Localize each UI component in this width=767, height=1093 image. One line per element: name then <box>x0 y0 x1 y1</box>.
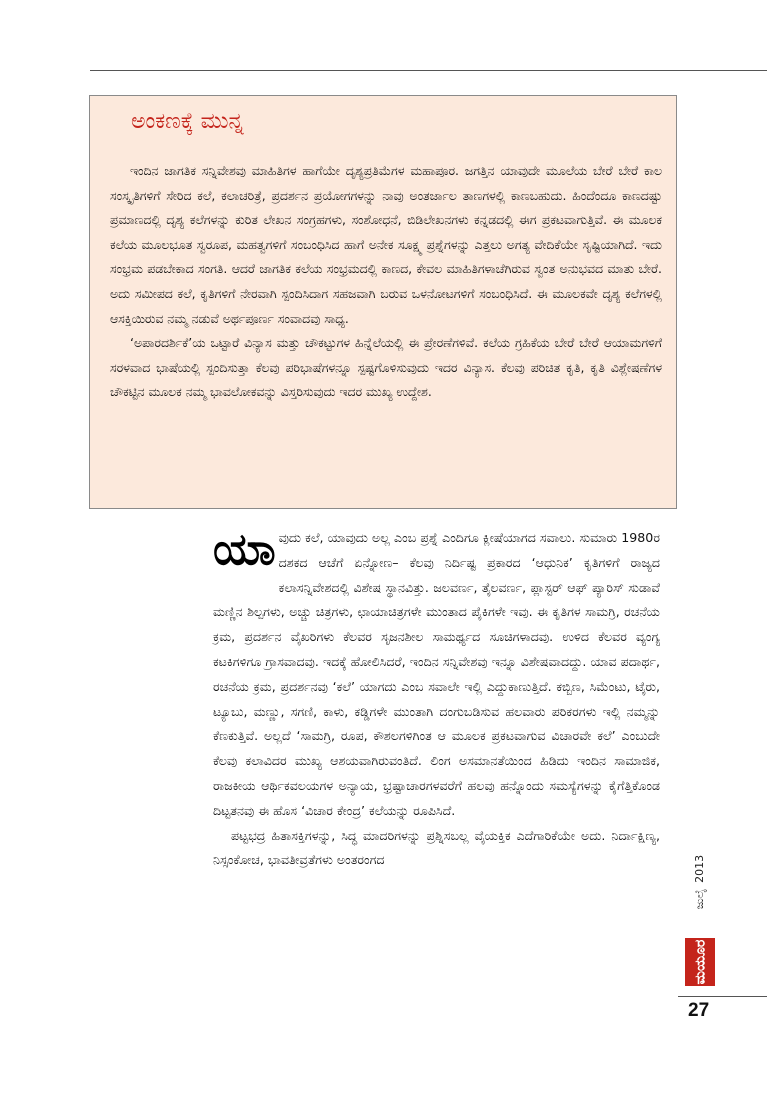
issue-year: 2013 <box>693 854 706 883</box>
top-rule <box>90 70 767 71</box>
magazine-logo <box>685 938 715 986</box>
magazine-name: ಮಯೂರ <box>692 939 708 985</box>
article-body <box>213 526 660 873</box>
article-paragraph-1-text: ವುದು ಕಲೆ, ಯಾವುದು ಅಲ್ಲ ಎಂಬ ಪ್ರಶ್ನೆ ಎಂದಿಗೂ ಕ್ಲೀಷೆಯಾಗದ ಸವಾಲು. ಸುಮಾರು 1980ರ ದಶಕದ ಆಚೆಗೆ ಏನ್ನೋಣ– ಕೆಲವು ನಿರ್ದಿಷ್ಟ ಪ್ರಕಾರದ ‘ಆಧುನಿಕ’ ಕೃತಿಗಳಿಗೆ ರಾಜ್ಯದ ಕಲಾಸನ್ನಿವೇಶದಲ್ಲಿ ವಿಶೇಷ ಸ್ಥಾನವಿತ್ತು. ಜಲವರ್ಣ, ತೈಲವರ್ಣ, ಪ್ಲಾಸ್ಟರ್ ಆಫ್ ಪ್ಯಾರಿಸ್ ಸುಡಾವೆ ಮಣ್ಣಿನ ಶಿಲ್ಪಗಳು, ಅಚ್ಚು ಚಿತ್ರಗಳು, ಛಾಯಾಚಿತ್ರಗಳೇ ಮುಂತಾದ ಪೈಕಿಗಳೇ ಇವು. ಈ ಕೃತಿಗಳ ಸಾಮಗ್ರಿ, ರಚನೆಯ ಕ್ರಮ, ಪ್ರದರ್ಶನ ವೈಖರಿಗಳು ಕೆಲವರ ಸೃಜನಶೀಲ ಸಾಮರ್ಥ್ಯದ ಸೂಚಿಗಳಾದವು. ಉಳಿದ ಕೆಲವರ ವ್ಯಂಗ್ಯ ಕಟಕಿಗಳಿಗೂ ಗ್ರಾಸವಾದವು. ಇದಕ್ಕೆ ಹೋಲಿಸಿದರೆ, ಇಂದಿನ ಸನ್ನಿವೇಶವು ಇನ್ನೂ ವಿಶೇಷವಾದದ್ದು. ಯಾವ ಪದಾರ್ಥ, ರಚನೆಯ ಕ್ರಮ, ಪ್ರದರ್ಶನವು ‘ಕಲೆ’ ಯಾಗದು ಎಂಬ ಸವಾಲೇ ಇಲ್ಲಿ ಎದ್ದುಕಾಣುತ್ತಿದೆ. ಕಬ್ಬಿಣ, ಸಿಮೆಂಟು, ಟೈರು, ಟ್ಯೂಬು, ಮಣ್ಣು, ಸಗಣಿ, ಕಾಳು, ಕಡ್ಡಿಗಳೇ ಮುಂತಾಗಿ ದಂಗುಬಡಿಸುವ ಹಲವಾರು ಪರಿಕರಗಳು ಇಲ್ಲಿ ನಮ್ಮನ್ನು ಕೆಣಕುತ್ತಿವೆ. ಅಲ್ಲದೆ ‘ಸಾಮಗ್ರಿ, ರೂಪ, ಕೌಶಲಗಳಿಗಿಂತ ಆ ಮೂಲಕ ಪ್ರಕಟವಾಗುವ ವಿಚಾರವೇ ಕಲೆ’ ಎಂಬುದೇ ಕೆಲವು ಕಲಾವಿದರ ಮುಖ್ಯ ಆಶಯವಾಗಿರುವಂತಿದೆ. ಲಿಂಗ ಅಸಮಾನತೆಯಿಂದ ಹಿಡಿದು ಇಂದಿನ ಸಾಮಾಜಿಕ, ರಾಜಕೀಯ ಆರ್ಥಿಕವಲಯಗಳ ಅನ್ಯಾಯ, ಭ್ರಷ್ಟಾಚಾರಗಳವರೆಗೆ ಹಲವು ಹನ್ನೊಂದು ಸಮಸ್ಯೆಗಳನ್ನು ಕೈಗೆತ್ತಿಕೊಂಡ ದಿಟ್ಟತನವು ಈ ಹೊಸ ‘ವಿಚಾರ ಕೇಂದ್ರ’ ಕಲೆಯನ್ನು ರೂಪಿಸಿದೆ. <box>213 530 660 818</box>
article-paragraph-1 <box>213 526 660 824</box>
editorial-body <box>110 159 662 405</box>
article-paragraph-2: ಪಟ್ಟಭದ್ರ ಹಿತಾಸಕ್ತಿಗಳನ್ನು, ಸಿದ್ಧ ಮಾದರಿಗಳನ್ನು ಪ್ರಶ್ನಿಸಬಲ್ಲ ವೈಯಕ್ತಿಕ ಎದೆಗಾರಿಕೆಯೇ ಅದು. ನಿರ್ದಾಕ್ಷಿಣ್ಯ, ನಿಸ್ಸಂಕೋಚ, ಭಾವತೀವ್ರತೆಗಳು ಅಂತರಂಗದ <box>213 827 660 868</box>
editorial-paragraph-2: ‘ಅಪಾರದರ್ಶಿಕೆ’ಯ ಒಟ್ಟಾರೆ ವಿನ್ಯಾಸ ಮತ್ತು ಚೌಕಟ್ಟುಗಳ ಹಿನ್ನೆಲೆಯಲ್ಲಿ ಈ ಪ್ರೇರಣೆಗಳಿವೆ. ಕಲೆಯ ಗ್ರಹಿಕೆಯ ಬೇರೆ ಬೇರೆ ಆಯಾಮಗಳಿಗೆ ಸರಳವಾದ ಭಾಷೆಯಲ್ಲಿ ಸ್ಪಂದಿಸುತ್ತಾ ಕೆಲವು ಪರಿಭಾಷೆಗಳನ್ನೂ ಸ್ಪಷ್ಟಗೊಳಿಸುವುದು ಇದರ ವಿನ್ಯಾಸ. ಕೆಲವು ಪರಿಚಿತ ಕೃತಿ, ಕೃತಿ ವಿಶ್ಲೇಷಣೆಗಳ ಚೌಕಟ್ಟಿನ ಮೂಲಕ ನಮ್ಮ ಭಾವಲೋಕವನ್ನು ವಿಸ್ತರಿಸುವುದು ಇದರ ಮುಖ್ಯ ಉದ್ದೇಶ. <box>110 335 662 400</box>
editorial-paragraph-1: ಇಂದಿನ ಜಾಗತಿಕ ಸನ್ನಿವೇಶವು ಮಾಹಿತಿಗಳ ಹಾಗೆಯೇ ದೃಶ್ಯಪ್ರತಿಮೆಗಳ ಮಹಾಪೂರ. ಜಗತ್ತಿನ ಯಾವುದೇ ಮೂಲೆಯ ಬೇರೆ ಬೇರೆ ಕಾಲ ಸಂಸ್ಕೃತಿಗಳಿಗೆ ಸೇರಿದ ಕಲೆ, ಕಲಾಚರಿತ್ರೆ, ಪ್ರದರ್ಶನ ಪ್ರಯೋಗಗಳನ್ನು ನಾವು ಅಂತರ್ಜಾಲ ತಾಣಗಳಲ್ಲಿ ಕಾಣಬಹುದು. ಹಿಂದೆಂದೂ ಕಾಣದಷ್ಟು ಪ್ರಮಾಣದಲ್ಲಿ ದೃಶ್ಯ ಕಲೆಗಳನ್ನು ಕುರಿತ ಲೇಖನ ಸಂಗ್ರಹಗಳು, ಸಂಶೋಧನೆ, ಬಿಡಿಲೇಖನಗಳು ಕನ್ನಡದಲ್ಲಿ ಈಗ ಪ್ರಕಟವಾಗುತ್ತಿವೆ. ಈ ಮೂಲಕ ಕಲೆಯ ಮೂಲಭೂತ ಸ್ವರೂಪ, ಮಹತ್ವಗಳಿಗೆ ಸಂಬಂಧಿಸಿದ ಹಾಗೆ ಅನೇಕ ಸೂಕ್ಷ್ಮ ಪ್ರಶ್ನೆಗಳನ್ನು ಎತ್ತಲು ಅಗತ್ಯ ವೇದಿಕೆಯೇ ಸೃಷ್ಟಿಯಾಗಿದೆ. ಇದು ಸಂಭ್ರಮ ಪಡಬೇಕಾದ ಸಂಗತಿ. ಆದರೆ ಜಾಗತಿಕ ಕಲೆಯ ಸಂಭ್ರಮದಲ್ಲಿ ಕಾಣದ, ಕೇವಲ ಮಾಹಿತಿಗಳಾಚೆಗಿರುವ ಸ್ವಂತ ಅನುಭವದ ಮಾತು ಬೇರೆ. ಅದು ಸಮೀಪದ ಕಲೆ, ಕೃತಿಗಳಿಗೆ ನೇರವಾಗಿ ಸ್ಪಂದಿಸಿದಾಗ ಸಹಜವಾಗಿ ಬರುವ ಒಳನೋಟಗಳಿಗೆ ಸಂಬಂಧಿಸಿದೆ. ಈ ಮೂಲಕವೇ ದೃಶ್ಯ ಕಲೆಗಳಲ್ಲಿ ಆಸಕ್ತಿಯಿರುವ ನಮ್ಮ ನಡುವೆ ಅರ್ಥಪೂರ್ಣ ಸಂವಾದವು ಸಾಧ್ಯ. <box>110 163 662 326</box>
footer-rule <box>678 996 767 997</box>
issue-month: ಜುಲೈ <box>693 888 706 910</box>
editorial-box <box>89 95 677 509</box>
page-number: 27 <box>688 1000 710 1021</box>
editorial-title: ಅಂಕಣಕ್ಕೆ ಮುನ್ನ <box>131 109 244 134</box>
drop-cap: ಯಾ <box>213 524 276 575</box>
